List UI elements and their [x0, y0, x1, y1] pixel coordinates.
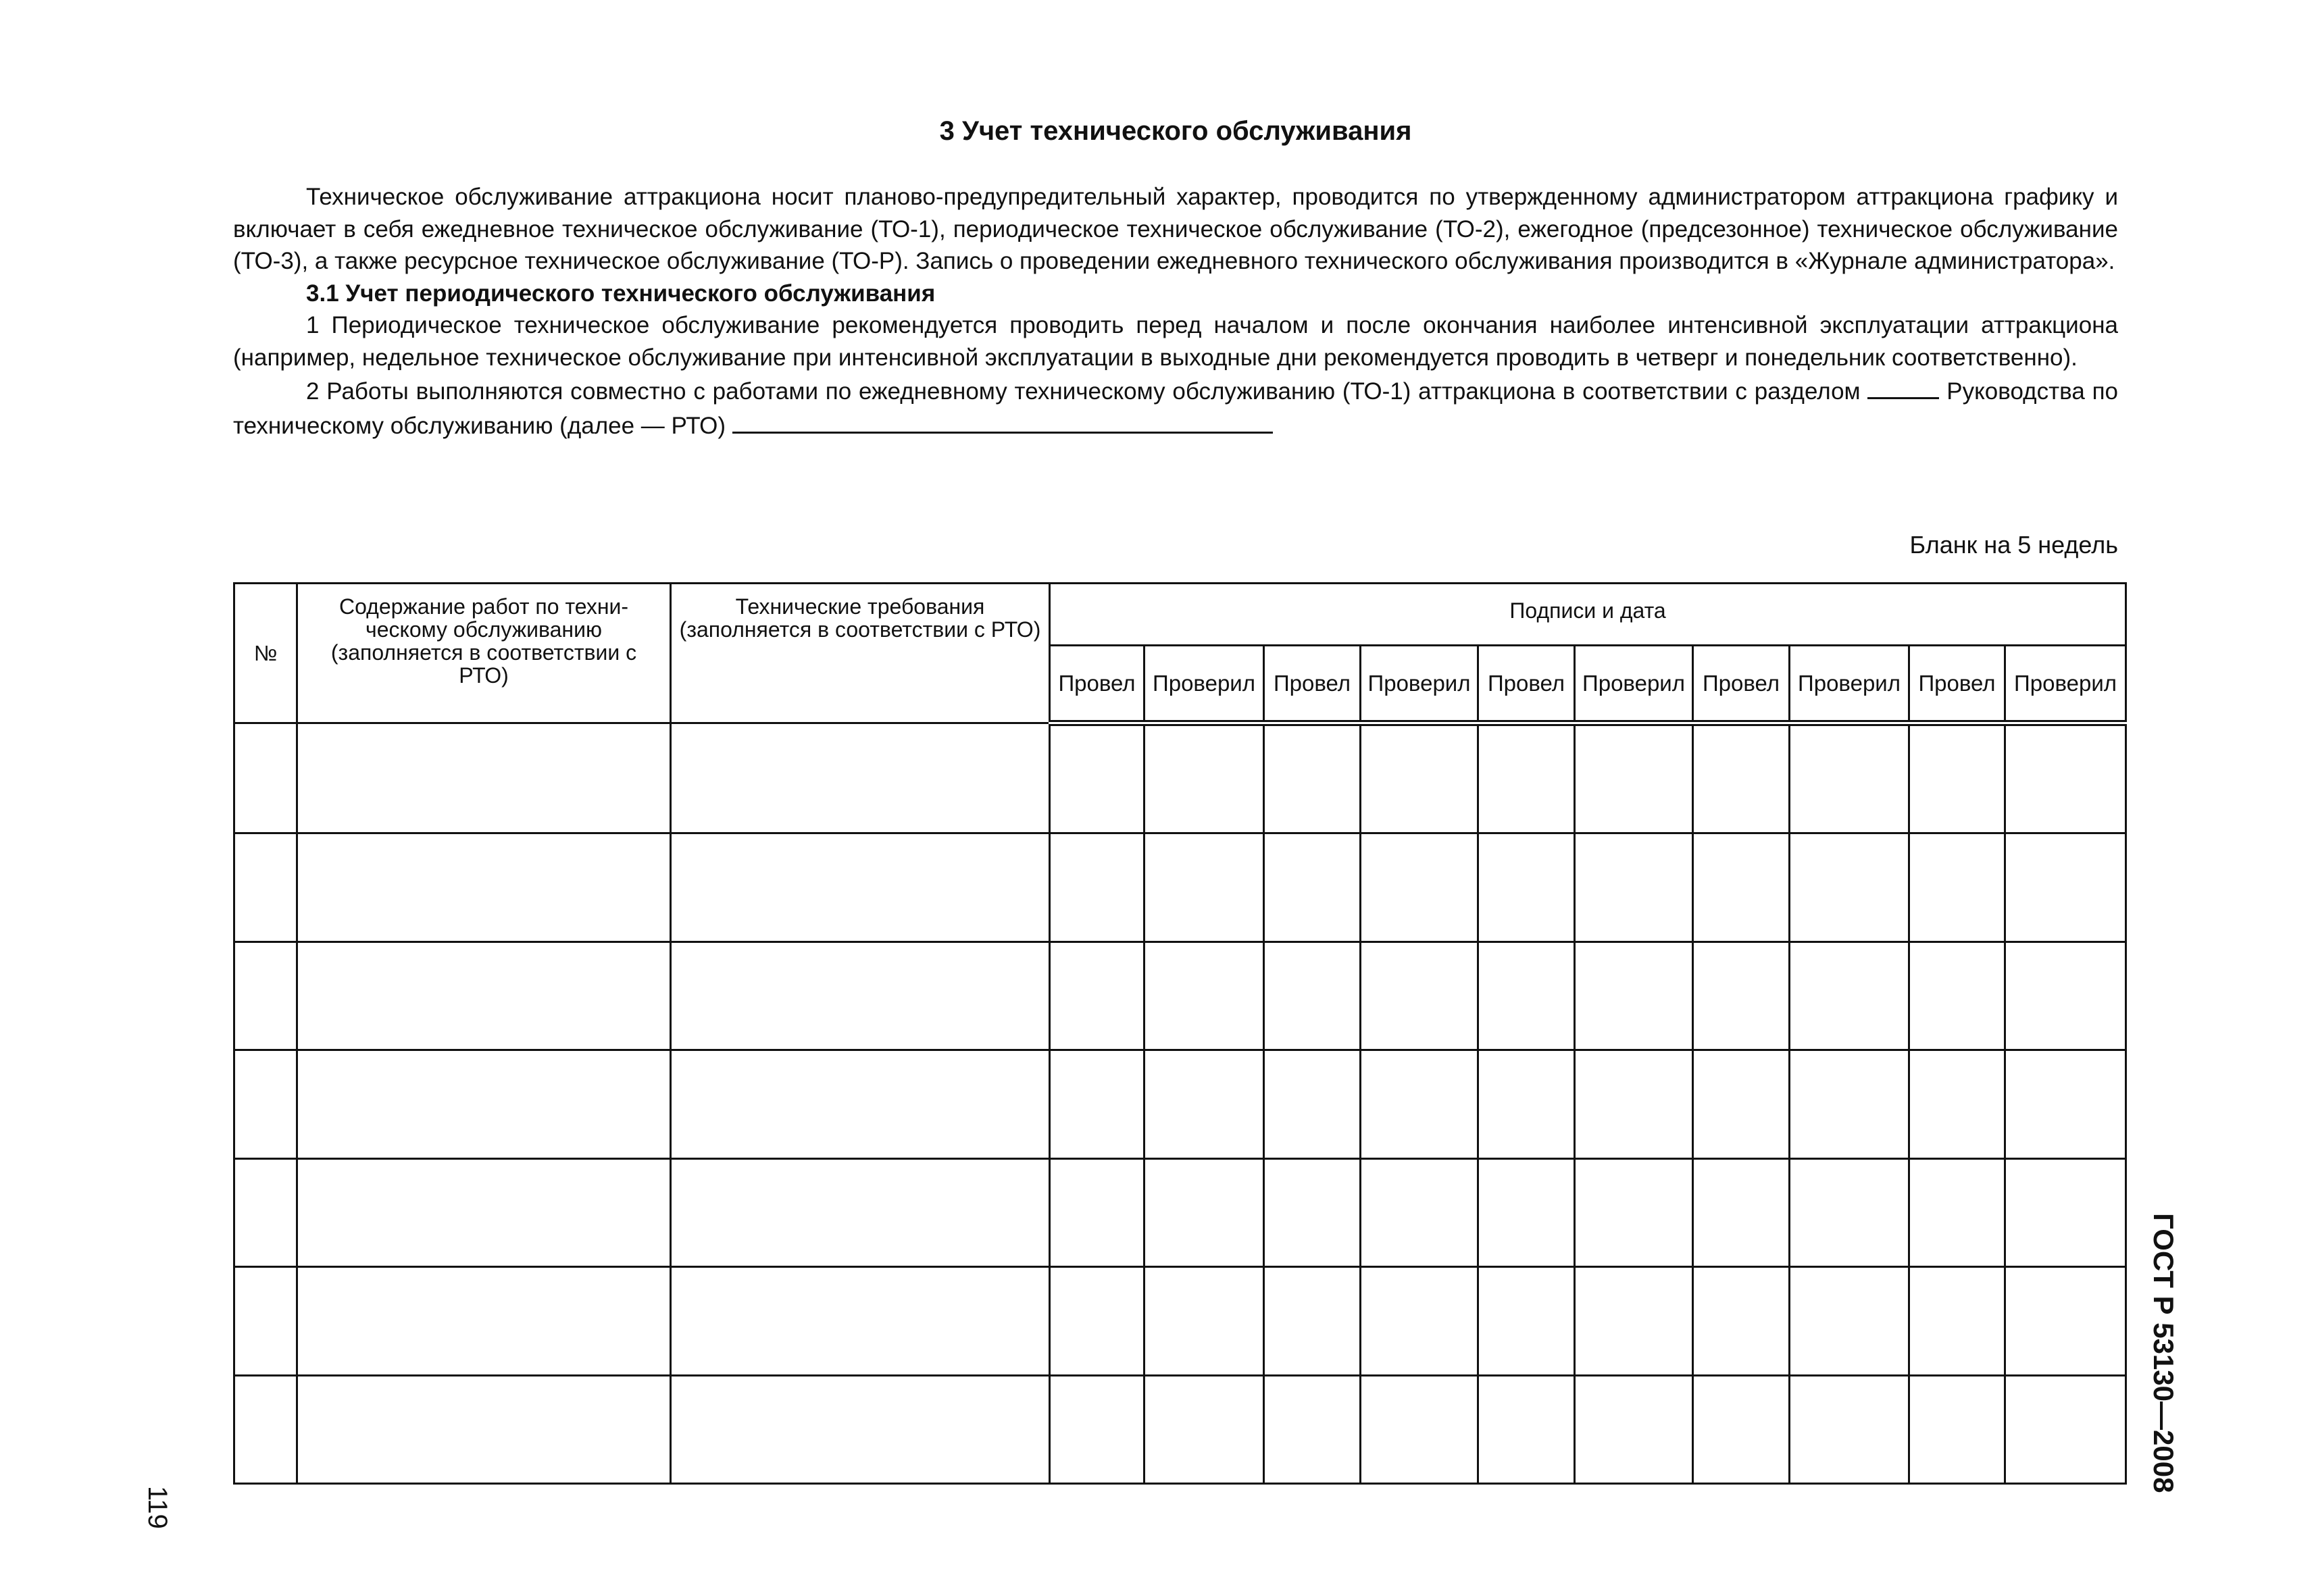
header-checked-by: Проверил	[1790, 646, 1909, 723]
table-cell	[1478, 1267, 1575, 1375]
table-cell	[1575, 833, 1693, 942]
table-cell	[1050, 1267, 1145, 1375]
table-cell	[1361, 723, 1478, 833]
table-cell	[1790, 833, 1909, 942]
table-cell	[1264, 1158, 1361, 1266]
table-cell	[297, 1158, 671, 1266]
table-cell	[1478, 833, 1575, 942]
table-cell	[1575, 1267, 1693, 1375]
table-cell	[1575, 723, 1693, 833]
table-row	[234, 723, 2126, 833]
table-cell	[1478, 1158, 1575, 1266]
table-cell	[297, 723, 671, 833]
header-work-content: Содержание работ по техни-ческому обслуживанию (заполняется в соответствии с РТО)	[297, 584, 671, 723]
form-caption: Бланк на 5 недель	[1909, 531, 2118, 559]
standard-code: ГОСТ Р 53130—2008	[2148, 1213, 2180, 1493]
table-cell	[2005, 1375, 2126, 1483]
table-row	[234, 942, 2126, 1050]
table-cell	[2005, 833, 2126, 942]
table-cell	[1790, 723, 1909, 833]
header-done-by: Провел	[1478, 646, 1575, 723]
table-cell	[1361, 1158, 1478, 1266]
table-cell	[234, 1050, 297, 1158]
table-cell	[1909, 942, 2005, 1050]
table-cell	[1693, 723, 1790, 833]
table-cell	[234, 723, 297, 833]
table-cell	[297, 833, 671, 942]
table-cell	[1050, 1050, 1145, 1158]
header-checked-by: Проверил	[1361, 646, 1478, 723]
table-cell	[1145, 1375, 1264, 1483]
table-cell	[1909, 1267, 2005, 1375]
table-cell	[1145, 1050, 1264, 1158]
header-number: №	[234, 584, 297, 723]
table-cell	[1693, 942, 1790, 1050]
table-cell	[297, 942, 671, 1050]
header-checked-by: Проверил	[2005, 646, 2126, 723]
header-done-by: Провел	[1693, 646, 1790, 723]
header-technical-requirements: Технические требования (заполняется в соответствии с РТО)	[671, 584, 1050, 723]
item-2-paragraph	[233, 374, 2118, 442]
table-cell	[1050, 723, 1145, 833]
table-row	[234, 1267, 2126, 1375]
body-text	[233, 181, 2118, 442]
manual-name-blank-line	[732, 408, 1273, 434]
subsection-title: 3.1 Учет периодического технического обслуживания	[306, 280, 936, 307]
table-cell	[1909, 1050, 2005, 1158]
table-cell	[1790, 1050, 1909, 1158]
table-cell	[1145, 1158, 1264, 1266]
table-cell	[671, 1158, 1050, 1266]
table-cell	[234, 1158, 297, 1266]
table-cell	[234, 1267, 297, 1375]
table-cell	[1575, 942, 1693, 1050]
table-cell	[1575, 1375, 1693, 1483]
table-cell	[671, 942, 1050, 1050]
table-cell	[1050, 1158, 1145, 1266]
table-cell	[1264, 1050, 1361, 1158]
table-cell	[1145, 1267, 1264, 1375]
table-cell	[1050, 942, 1145, 1050]
page-number: 119	[143, 1486, 172, 1529]
header-done-by: Провел	[1050, 646, 1145, 723]
table-cell	[1478, 1375, 1575, 1483]
table-cell	[2005, 1050, 2126, 1158]
table-cell	[1478, 1050, 1575, 1158]
table-cell	[671, 1375, 1050, 1483]
table-cell	[1575, 1050, 1693, 1158]
table-row	[234, 1375, 2126, 1483]
table-cell	[1909, 833, 2005, 942]
table-cell	[1909, 723, 2005, 833]
table-cell	[1693, 1158, 1790, 1266]
table-row	[234, 1158, 2126, 1266]
table-cell	[1264, 833, 1361, 942]
table-cell	[1693, 833, 1790, 942]
header-done-by: Провел	[1264, 646, 1361, 723]
table-cell	[1909, 1158, 2005, 1266]
table-cell	[2005, 1158, 2126, 1266]
table-cell	[1478, 723, 1575, 833]
table-row	[234, 833, 2126, 942]
table-cell	[1693, 1050, 1790, 1158]
table-cell	[1693, 1375, 1790, 1483]
table-cell	[1909, 1375, 2005, 1483]
table-cell	[1790, 1375, 1909, 1483]
item-2-text-end: Руководства по техническому обслуживанию (далее — РТО)	[233, 378, 2118, 439]
table-cell	[1790, 1158, 1909, 1266]
table-cell	[1145, 942, 1264, 1050]
item-2-text-start: 2 Работы выполняются совместно с работами по ежедневному техническому обслуживанию (ТО-1) аттракциона в соответствии с разделом	[306, 378, 1861, 405]
table-cell	[1361, 1375, 1478, 1483]
header-done-by: Провел	[1909, 646, 2005, 723]
section-title: 3 Учет технического обслуживания	[939, 116, 1412, 146]
table-cell	[671, 1050, 1050, 1158]
table-cell	[1361, 1267, 1478, 1375]
table-cell	[1050, 833, 1145, 942]
table-cell	[1264, 1375, 1361, 1483]
header-signatures-date: Подписи и дата	[1050, 584, 2126, 646]
table-cell	[234, 833, 297, 942]
table-row	[234, 1050, 2126, 1158]
item-1-paragraph: 1 Периодическое техническое обслуживание рекомендуется проводить перед началом и после окончания наиболее интенсивной эксплуатации аттракциона (например, недельное техническое обслуживание при интенсивной эксплуатации в выходные дни рекомендуется проводить в четверг и понедельник соответственно).	[233, 312, 2118, 371]
table-cell	[1264, 1267, 1361, 1375]
table-cell	[1478, 942, 1575, 1050]
table-cell	[1361, 833, 1478, 942]
table-cell	[1790, 1267, 1909, 1375]
table-cell	[297, 1375, 671, 1483]
table-cell	[2005, 1267, 2126, 1375]
table-cell	[1575, 1158, 1693, 1266]
table-cell	[297, 1267, 671, 1375]
table-cell	[1264, 723, 1361, 833]
table-cell	[1790, 942, 1909, 1050]
table-cell	[1050, 1375, 1145, 1483]
table-cell	[297, 1050, 671, 1158]
table-cell	[2005, 723, 2126, 833]
table-cell	[1693, 1267, 1790, 1375]
table-cell	[2005, 942, 2126, 1050]
table-cell	[1361, 1050, 1478, 1158]
table-cell	[1145, 833, 1264, 942]
table-cell	[671, 1267, 1050, 1375]
table-cell	[1145, 723, 1264, 833]
section-number-blank-line	[1867, 374, 1939, 399]
table-cell	[234, 1375, 297, 1483]
table-cell	[671, 833, 1050, 942]
table-cell	[671, 723, 1050, 833]
table-cell	[1361, 942, 1478, 1050]
header-checked-by: Проверил	[1575, 646, 1693, 723]
maintenance-log-table	[233, 582, 2127, 1485]
header-checked-by: Проверил	[1145, 646, 1264, 723]
table-cell	[234, 942, 297, 1050]
intro-paragraph: Техническое обслуживание аттракциона носит планово-предупредительный характер, проводится по утвержденному администратором аттракциона графику и включает в себя ежедневное техническое обслуживание (ТО-1), периодическое техническое обслуживание (ТО-2), ежегодное (предсезонное) техническое обслуживание (ТО-3), а также ресурсное техническое обслуживание (ТО-Р). Запись о проведении ежедневного технического обслуживания производится в «Журнале администратора».	[233, 184, 2118, 274]
table-body	[234, 723, 2126, 1484]
table-cell	[1264, 942, 1361, 1050]
